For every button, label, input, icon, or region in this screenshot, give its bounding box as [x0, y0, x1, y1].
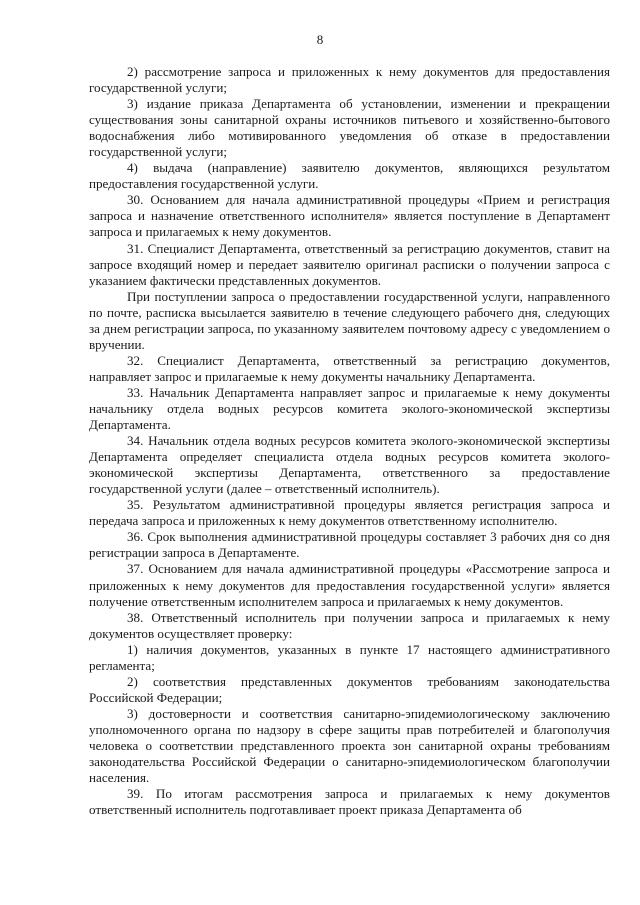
paragraph-38-item-2: 2) соответствия представленных документов требованиям законодательства Российской Федерации;	[89, 673, 610, 705]
paragraph-35: 35. Результатом административной процедуры является регистрация запроса и передача запроса и приложенных к нему документов ответственному исполнителю.	[89, 497, 610, 529]
paragraph-2-consideration: 2) рассмотрение запроса и приложенных к нему документов для предоставления государственной услуги;	[89, 64, 610, 96]
paragraph-38-item-3: 3) достоверности и соответствия санитарно-эпидемиологическому заключению уполномоченного органа по надзору в сфере защиты прав потребителей и благополучия человека о соответствии представленного проекта зон санитарной охраны требованиям законодательства Российской Федерации о санитарно-эпидемиологическом благополучии населения.	[89, 705, 610, 786]
paragraph-32: 32. Специалист Департамента, ответственный за регистрацию документов, направляет запрос и прилагаемые к нему документы начальнику Департамента.	[89, 352, 610, 384]
page-number: 8	[316, 32, 324, 47]
paragraph-31: 31. Специалист Департамента, ответственный за регистрацию документов, ставит на запросе входящий номер и передает заявителю оригинал расписки о получении запроса с указанием фактически представленных документов.	[89, 240, 610, 288]
paragraph-38: 38. Ответственный исполнитель при получении запроса и прилагаемых к нему документов осуществляет проверку:	[89, 609, 610, 641]
document-body	[89, 64, 610, 818]
paragraph-39: 39. По итогам рассмотрения запроса и прилагаемых к нему документов ответственный исполнитель подготавливает проект приказа Департамента об	[89, 786, 610, 818]
paragraph-38-item-1: 1) наличия документов, указанных в пункте 17 настоящего административного регламента;	[89, 641, 610, 673]
paragraph-33: 33. Начальник Департамента направляет запрос и прилагаемые к нему документы начальнику отдела водных ресурсов комитета эколого-экономической экспертизы Департамента.	[89, 384, 610, 433]
paragraph-36: 36. Срок выполнения административной процедуры составляет 3 рабочих дня со дня регистрации запроса в Департаменте.	[89, 529, 610, 561]
paragraph-3-order-issuance: 3) издание приказа Департамента об установлении, изменении и прекращении существования зоны санитарной охраны источников питьевого и хозяйственно-бытового водоснабжения либо мотивированного уведомления об отказе в предоставлении государственной услуги;	[89, 96, 610, 160]
paragraph-37: 37. Основанием для начала административной процедуры «Рассмотрение запроса и приложенных к нему документов для предоставления государственной услуги» является получение ответственным исполнителем запроса и прилагаемых к нему документов.	[89, 561, 610, 609]
paragraph-31-mail: При поступлении запроса о предоставлении государственной услуги, направленного по почте, расписка высылается заявителю в течение следующего рабочего дня, следующих за днем регистрации запроса, по указанному заявителем почтовому адресу с уведомлением о вручении.	[89, 288, 610, 352]
paragraph-4-issue-documents: 4) выдача (направление) заявителю документов, являющихся результатом предоставления государственной услуги.	[89, 160, 610, 192]
paragraph-30: 30. Основанием для начала административной процедуры «Прием и регистрация запроса и назначение ответственного исполнителя» является поступление в Департамент запроса и прилагаемых к нему документов.	[89, 192, 610, 240]
paragraph-34: 34. Начальник отдела водных ресурсов комитета эколого-экономической экспертизы Департамента определяет специалиста отдела водных ресурсов комитета эколого-экономической экспертизы Департамента, ответственного за предоставление государственной услуги (далее – ответственный исполнитель).	[89, 433, 610, 497]
